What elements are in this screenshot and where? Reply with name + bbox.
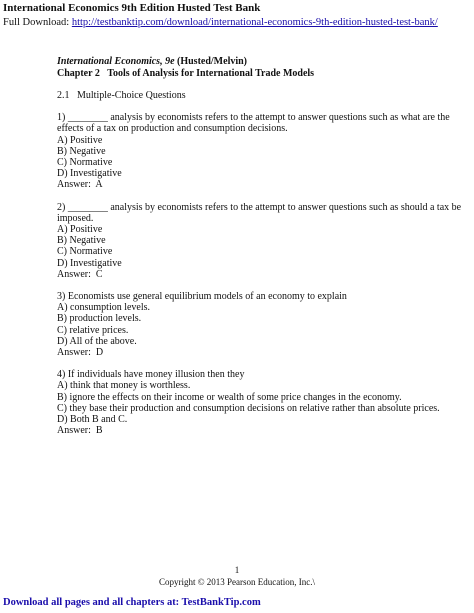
download-link[interactable]: http://testbanktip.com/download/international-economics-9th-edition-husted-test-bank/: [71, 17, 438, 28]
section-title: 2.1 Multiple-Choice Questions: [57, 90, 186, 101]
option-a: A) Positive: [57, 134, 103, 146]
option-d: D) Investigative: [57, 257, 122, 269]
header-download-line: [3, 16, 471, 29]
option-b: B) production levels.: [57, 313, 142, 325]
question-1: [57, 112, 462, 190]
question-text: 2) ________ analysis by economists refers to the attempt to answer questions such as should a tax be imposed.: [57, 201, 462, 224]
question-text: 3) Economists use general equilibrium models of an economy to explain: [57, 291, 347, 303]
option-a: A) think that money is worthless.: [57, 380, 191, 392]
download-label: Full Download:: [3, 17, 72, 28]
question-2: [57, 202, 462, 280]
option-c: C) Normative: [57, 157, 113, 169]
question-text: 4) If individuals have money illusion then they: [57, 369, 245, 381]
option-d: D) Investigative: [57, 168, 122, 180]
book-title-italic: International Economics, 9e: [57, 56, 175, 67]
footer-download-link[interactable]: Download all pages and all chapters at: TestBankTip.com: [3, 597, 261, 608]
option-a: A) Positive: [57, 224, 103, 236]
chapter-title: Chapter 2 Tools of Analysis for International Trade Models: [57, 68, 315, 79]
option-c: C) relative prices.: [57, 324, 129, 336]
document-content: [57, 56, 462, 436]
option-d: D) All of the above.: [57, 335, 137, 347]
option-c: C) Normative: [57, 246, 113, 258]
option-d: D) Both B and C.: [57, 414, 128, 426]
page-number: 1: [234, 565, 240, 575]
option-b: B) Negative: [57, 235, 106, 247]
question-4: [57, 369, 462, 436]
answer: Answer: B: [57, 425, 103, 437]
answer: Answer: D: [57, 347, 104, 359]
copyright-notice: Copyright © 2013 Pearson Education, Inc.\: [158, 577, 316, 587]
option-a: A) consumption levels.: [57, 302, 151, 314]
book-title: [57, 56, 462, 68]
answer: Answer: A: [57, 179, 103, 191]
book-title-authors: (Husted/Melvin): [174, 56, 248, 67]
page-header: [3, 2, 471, 29]
answer: Answer: C: [57, 268, 103, 280]
option-b: B) Negative: [57, 145, 106, 157]
header-title: International Economics 9th Edition Husted Test Bank: [3, 2, 261, 14]
option-c: C) they base their production and consumption decisions on relative rather than absolute prices.: [57, 402, 440, 414]
option-b: B) ignore the effects on their income or wealth of some price changes in the economy.: [57, 391, 402, 403]
question-3: [57, 291, 462, 358]
question-text: 1) ________ analysis by economists refers to the attempt to answer questions such as what are the effects of a tax on production and consumption decisions.: [57, 112, 450, 135]
